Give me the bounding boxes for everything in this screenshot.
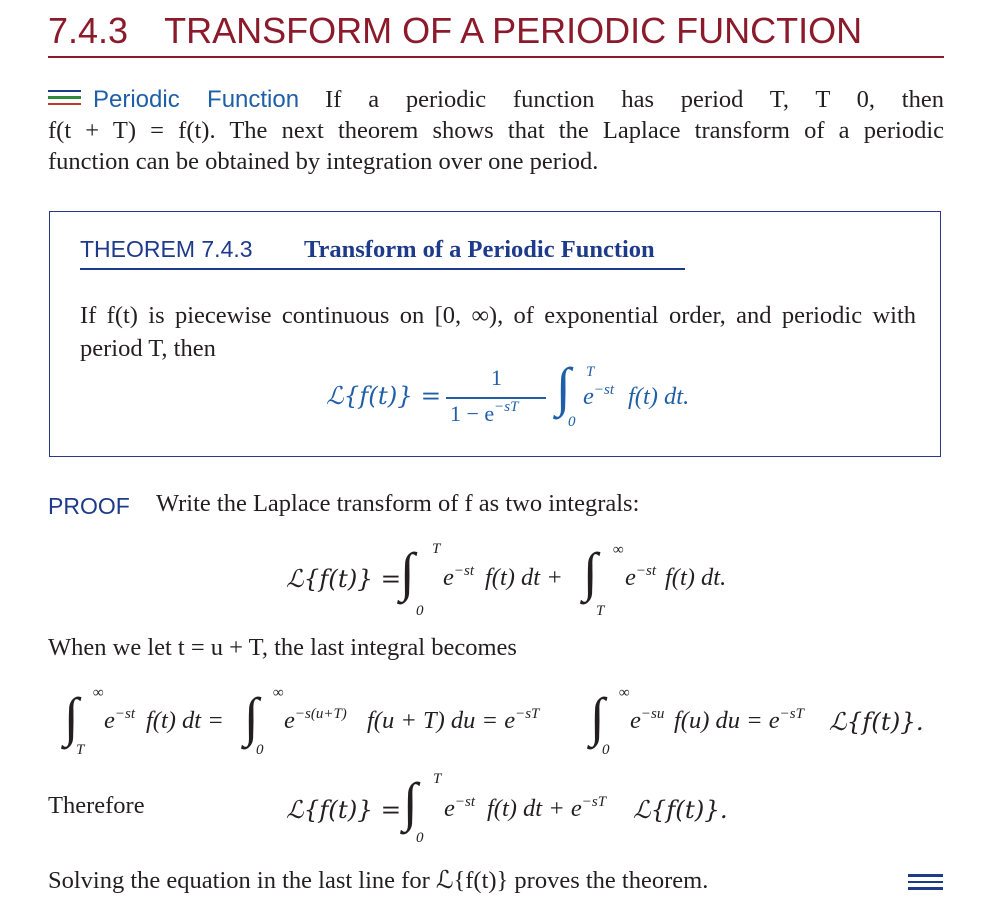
intro-line-3: function can be obtained by integration over one period. [48, 148, 599, 175]
eq2-integral-3-icon: ∫ [590, 687, 605, 747]
intro-line-1 [48, 84, 944, 115]
eq2-exp-3: $e^{-su}$ [630, 706, 665, 734]
theorem-formula-denominator: $1 - e^{-sT}$ [450, 399, 519, 426]
eq1-lower-2: T [596, 603, 605, 619]
eq3-exp: $e^{-st}$ [444, 794, 476, 822]
eq1-term-2: f(t) dt. [665, 564, 727, 591]
section-marker-icon [48, 90, 81, 107]
theorem-formula-lhs: ℒ{f(t)} = [326, 381, 442, 410]
eq3-upper: T [433, 771, 442, 787]
theorem-statement-line-2: period T, then [80, 335, 216, 362]
eq2-exp-1: $e^{-st}$ [104, 706, 136, 734]
eq1-term-1: f(t) dt + [485, 564, 563, 591]
section-heading [48, 10, 862, 52]
eq2-part-3: f(u) du = $e^{-sT}$ [674, 706, 804, 734]
eq3-end: ℒ{f(t)}. [633, 795, 728, 824]
theorem-formula-numerator: 1 [491, 365, 502, 390]
eq1-integral-1-icon: ∫ [400, 542, 415, 602]
theorem-formula-rest: f(t) dt. [628, 383, 690, 410]
intro-line-1-text: If a periodic function has period T, T 0, then [325, 86, 944, 113]
eq2-integral-2-icon: ∫ [244, 687, 259, 747]
eq2-upper-3: ∞ [619, 685, 630, 701]
intro-paragraph [48, 84, 944, 177]
eq3-integral-icon: ∫ [403, 772, 418, 832]
proof-conclusion: Solving the equation in the last line for ℒ{f(t)} proves the theorem. [48, 867, 709, 894]
eq2-part-2: f(u + T) du = $e^{-sT}$ [367, 706, 540, 734]
therefore-label: Therefore [48, 792, 145, 819]
eq2-exp-2: $e^{-s(u+T)}$ [284, 706, 347, 734]
theorem-statement [80, 299, 916, 365]
intro-line-2: f(t + T) = f(t). The next theorem shows that the Laplace transform of a periodic [48, 117, 944, 144]
eq2-lower-1: T [76, 742, 85, 758]
eq1-integral-2-icon: ∫ [583, 542, 598, 602]
eq1-upper-2: ∞ [613, 542, 624, 558]
eq2-end: ℒ{f(t)}. [829, 707, 924, 736]
eq3-lhs: ℒ{f(t)} = [286, 795, 402, 824]
eq2-integral-1-icon: ∫ [64, 687, 79, 747]
eq1-exp-1: $e^{-st}$ [443, 563, 475, 591]
section-rule [48, 56, 944, 58]
theorem-label: THEOREM 7.4.3 [80, 236, 253, 262]
periodic-function-runin: Periodic Function [93, 86, 300, 113]
proof-intro: Write the Laplace transform of f as two integrals: [156, 490, 640, 517]
theorem-name: Transform of a Periodic Function [304, 236, 655, 263]
eq2-upper-2: ∞ [273, 685, 284, 701]
section-title: TRANSFORM OF A PERIODIC FUNCTION [164, 10, 863, 51]
qed-icon [908, 874, 943, 894]
theorem-integral-lower: 0 [568, 414, 576, 430]
proof-label: PROOF [48, 493, 130, 519]
eq1-lhs: ℒ{f(t)} = [286, 564, 402, 593]
theorem-integral-upper: T [586, 364, 595, 380]
theorem-integral-sign: ∫ [556, 357, 571, 417]
eq2-lower-2: 0 [256, 742, 264, 758]
eq2-upper-1: ∞ [93, 685, 104, 701]
eq1-exp-2: $e^{-st}$ [625, 563, 657, 591]
eq3-lower: 0 [416, 830, 424, 846]
eq1-lower-1: 0 [416, 603, 424, 619]
theorem-formula-integrand: $e^{-st}$ [583, 382, 615, 410]
theorem-rule [80, 268, 685, 270]
eq2-part-1: f(t) dt = [146, 707, 224, 734]
section-number: 7.4.3 [48, 10, 129, 51]
eq3-mid: f(t) dt + $e^{-sT}$ [487, 794, 607, 822]
substitution-line: When we let t = u + T, the last integral becomes [48, 634, 517, 661]
theorem-statement-line-1: If f(t) is piecewise continuous on [0, ∞), of exponential order, and periodic with [80, 302, 916, 329]
eq1-upper-1: T [432, 541, 441, 557]
eq2-lower-3: 0 [602, 742, 610, 758]
